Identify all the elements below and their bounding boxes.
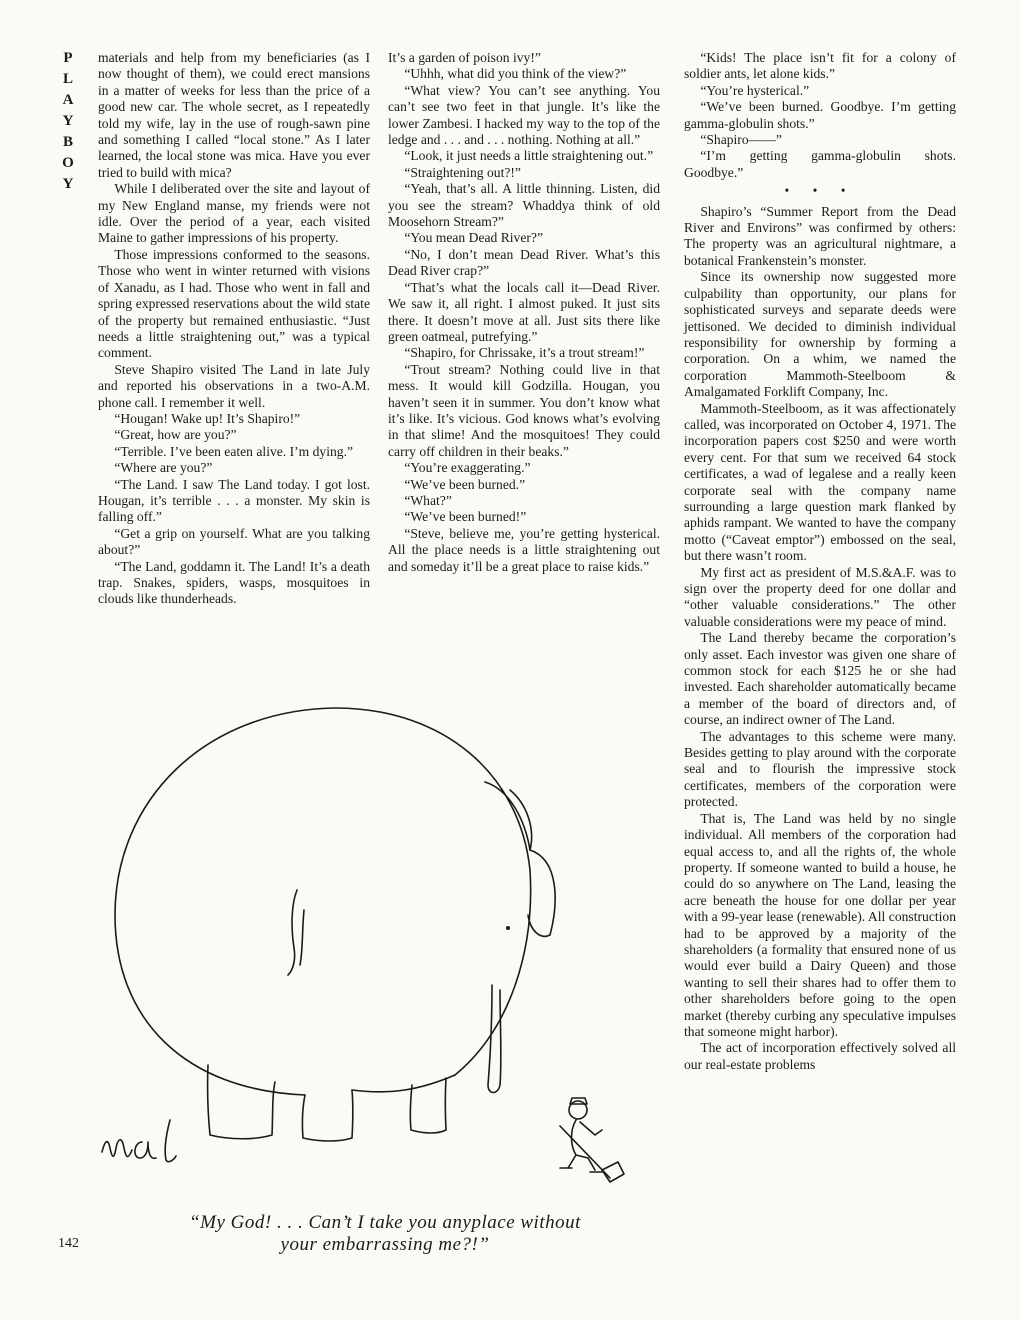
paragraph: “The Land. I saw The Land today. I got lost. Hougan, it’s terrible . . . a monster. My skin is falling off.” xyxy=(98,476,370,525)
running-head-letter: P xyxy=(63,50,73,66)
paragraph: The advantages to this scheme were many. Besides getting to play around with the corporate seal and to flourish the impressive stock certificates, members of the corporation were protected. xyxy=(684,728,956,810)
paragraph: The act of incorporation effectively solved all our real-estate problems xyxy=(684,1040,956,1072)
caption-line-2: your embarrassing me?!” xyxy=(280,1234,490,1255)
paragraph: The Land thereby became the corporation’s only asset. Each investor was given one share of common stock for each $125 he or she had invested. Each shareholder automatically became a member of the board of directors and, of course, an indirect owner of The Land. xyxy=(684,630,956,728)
running-head xyxy=(57,48,79,195)
elephant-body xyxy=(115,708,531,1095)
paragraph: “Look, it just needs a little straightening out.” xyxy=(404,148,654,164)
paragraph: “You’re exaggerating.” xyxy=(404,460,531,476)
paragraph: It’s a garden of poison ivy!” xyxy=(388,50,541,65)
elephant-legs xyxy=(208,1065,275,1139)
paragraph: “The Land, goddamn it. The Land! It’s a death trap. Snakes, spiders, wasps, mosquitoes in clouds like thunderheads. xyxy=(98,558,370,607)
paragraph: • • • xyxy=(784,183,856,199)
caption-line-1: “My God! . . . Can’t I take you anyplace without xyxy=(189,1212,581,1233)
running-head-letter: B xyxy=(62,134,73,150)
paragraph: “What?” xyxy=(404,492,452,508)
paragraph: “Kids! The place isn’t fit for a colony of soldier ants, let alone kids.” xyxy=(684,50,956,82)
paragraph: “We’ve been burned. Goodbye. I’m getting gamma-globulin shots.” xyxy=(684,99,956,131)
paragraph: “Where are you?” xyxy=(114,460,213,476)
paragraph: “Great, how are you?” xyxy=(114,427,237,443)
paragraph: “You mean Dead River?” xyxy=(404,230,543,246)
paragraph: “Get a grip on yourself. What are you talking about?” xyxy=(98,525,370,558)
paragraph: “What view? You can’t see anything. You can’t see two feet in that jungle. It’s like the lower Zambesi. I hacked my way to the top of the ledge and . . . and . . . nothing. Nothing at all.” xyxy=(388,82,660,148)
paragraph: Shapiro’s “Summer Report from the Dead River and Environs” was confirmed by others: The property was an agricultural nightmare, a botanical Frankenstein’s monster. xyxy=(684,203,956,268)
article-column-3 xyxy=(684,50,956,1073)
paragraph: “Straightening out?!” xyxy=(404,164,521,180)
article-column-1 xyxy=(98,50,370,608)
running-head-letter: L xyxy=(62,71,73,87)
paragraph: “Terrible. I’ve been eaten alive. I’m dying.” xyxy=(114,443,354,459)
paragraph: materials and help from my beneficiaries (as I now thought of them), we could erect mansions in a matter of weeks for less than the price of a good new car. The whole secret, as I repeatedly told my wife, lay in the use of rough-sawn pine and something I called “local stone.” As I later learned, the local stone was mica. Have you ever tried to build with mica? xyxy=(98,50,370,180)
paragraph: My first act as president of M.S.&A.F. was to sign over the property deed for one dollar and “other valuable considerations.” The other valuable considerations were my peace of mind. xyxy=(684,564,956,629)
paragraph: “Shapiro——” xyxy=(700,132,782,148)
paragraph: “Shapiro, for Chrissake, it’s a trout stream!” xyxy=(404,345,645,361)
artist-signature xyxy=(102,1120,176,1162)
paragraph: “That’s what the locals call it—Dead River. We saw it, all right. I almost puked. It just sits there. It doesn’t move at all. Just sits there like green oatmeal, putrefying.” xyxy=(388,279,660,344)
running-head-letter: A xyxy=(62,92,74,108)
running-head-letter: Y xyxy=(62,113,74,129)
elephant-cartoon xyxy=(90,690,650,1210)
paragraph: Those impressions conformed to the seasons. Those who went in winter returned with visions of Xanadu, as I had. Those who went in fall and spring expressed reservations about the wild state of the property but remained enthusiastic. “Just needs a little straightening out,” was a typical comment. xyxy=(98,246,370,361)
paragraph: “Yeah, that’s all. A little thinning. Listen, did you see the stream? Whaddya think of old Moosehorn Stream?” xyxy=(388,181,660,230)
paragraph: “Steve, believe me, you’re getting hysterical. All the place needs is a little straightening out and someday it’ll be a great place to raise kids.” xyxy=(388,525,660,574)
paragraph: “I’m getting gamma-globulin shots. Goodbye.” xyxy=(684,148,956,180)
paragraph: “You’re hysterical.” xyxy=(700,82,810,98)
article-column-2 xyxy=(388,50,660,575)
sweeper-figure xyxy=(560,1098,624,1182)
paragraph: Steve Shapiro visited The Land in late July and reported his observations in a two-A.M. phone call. I remember it well. xyxy=(98,361,370,410)
running-head-letter: Y xyxy=(62,176,74,192)
paragraph: “No, I don’t mean Dead River. What’s this Dead River crap?” xyxy=(388,246,660,279)
running-head-letter: O xyxy=(62,155,74,171)
paragraph: While I deliberated over the site and layout of my New England manse, my friends were not idle. Over the period of a year, each visited Maine to gather impressions of his property. xyxy=(98,181,370,246)
paragraph: “We’ve been burned.” xyxy=(404,476,526,492)
cartoon-caption xyxy=(150,1212,620,1256)
paragraph: “We’ve been burned!” xyxy=(404,509,527,525)
paragraph: Mammoth-Steelboom, as it was affectionately called, was incorporated on October 4, 1971. The incorporation papers cost $250 and were worth every cent. For that sum we received 64 stock certificates, a wad of legalese and a really keen corporate seal with the company name surrounding a large question mark flanked by aphids rampant. We wanted to have the company motto (“Caveat emptor”) embossed on the seal, but there wasn’t room. xyxy=(684,400,956,564)
elephant-tail xyxy=(288,890,297,975)
paragraph: That is, The Land was held by no single individual. All members of the corporation had equal access to, and all the rights of, the whole property. If someone wanted to build a house, he could do so anywhere on The Land, leasing the acre beneath the house for one dollar per year with a 99-year lease (renewable). All construction had to be approved by a majority of the shareholders (a formality that ensured none of us would ever build a Dairy Queen) and those wanting to sell their shares had to offer them to other shareholders before going to the open market (thereby curbing any speculative impulses that someone might harbor). xyxy=(684,810,956,1039)
paragraph: “Hougan! Wake up! It’s Shapiro!” xyxy=(114,410,301,426)
elephant-ear xyxy=(485,782,555,936)
paragraph: “Uhhh, what did you think of the view?” xyxy=(404,66,627,82)
paragraph: “Trout stream? Nothing could live in that mess. It would kill Godzilla. Hougan, you haven’t seen it in summer. You don’t know what it’s like. It’s vicious. God knows what’s evolving in that slime! And the mosquitoes! They could carry off children in their beaks.” xyxy=(388,361,660,459)
paragraph: Since its ownership now suggested more culpability than opportunity, our plans for sophisticated surveys and separate deeds were jettisoned. We decided to diminish individual responsibility for ownership by forming a corporation. On a whim, we named the corporation Mammoth-Steelboom & Amalgamated Forklift Company, Inc. xyxy=(684,269,956,400)
page-number: 142 xyxy=(58,1236,79,1251)
